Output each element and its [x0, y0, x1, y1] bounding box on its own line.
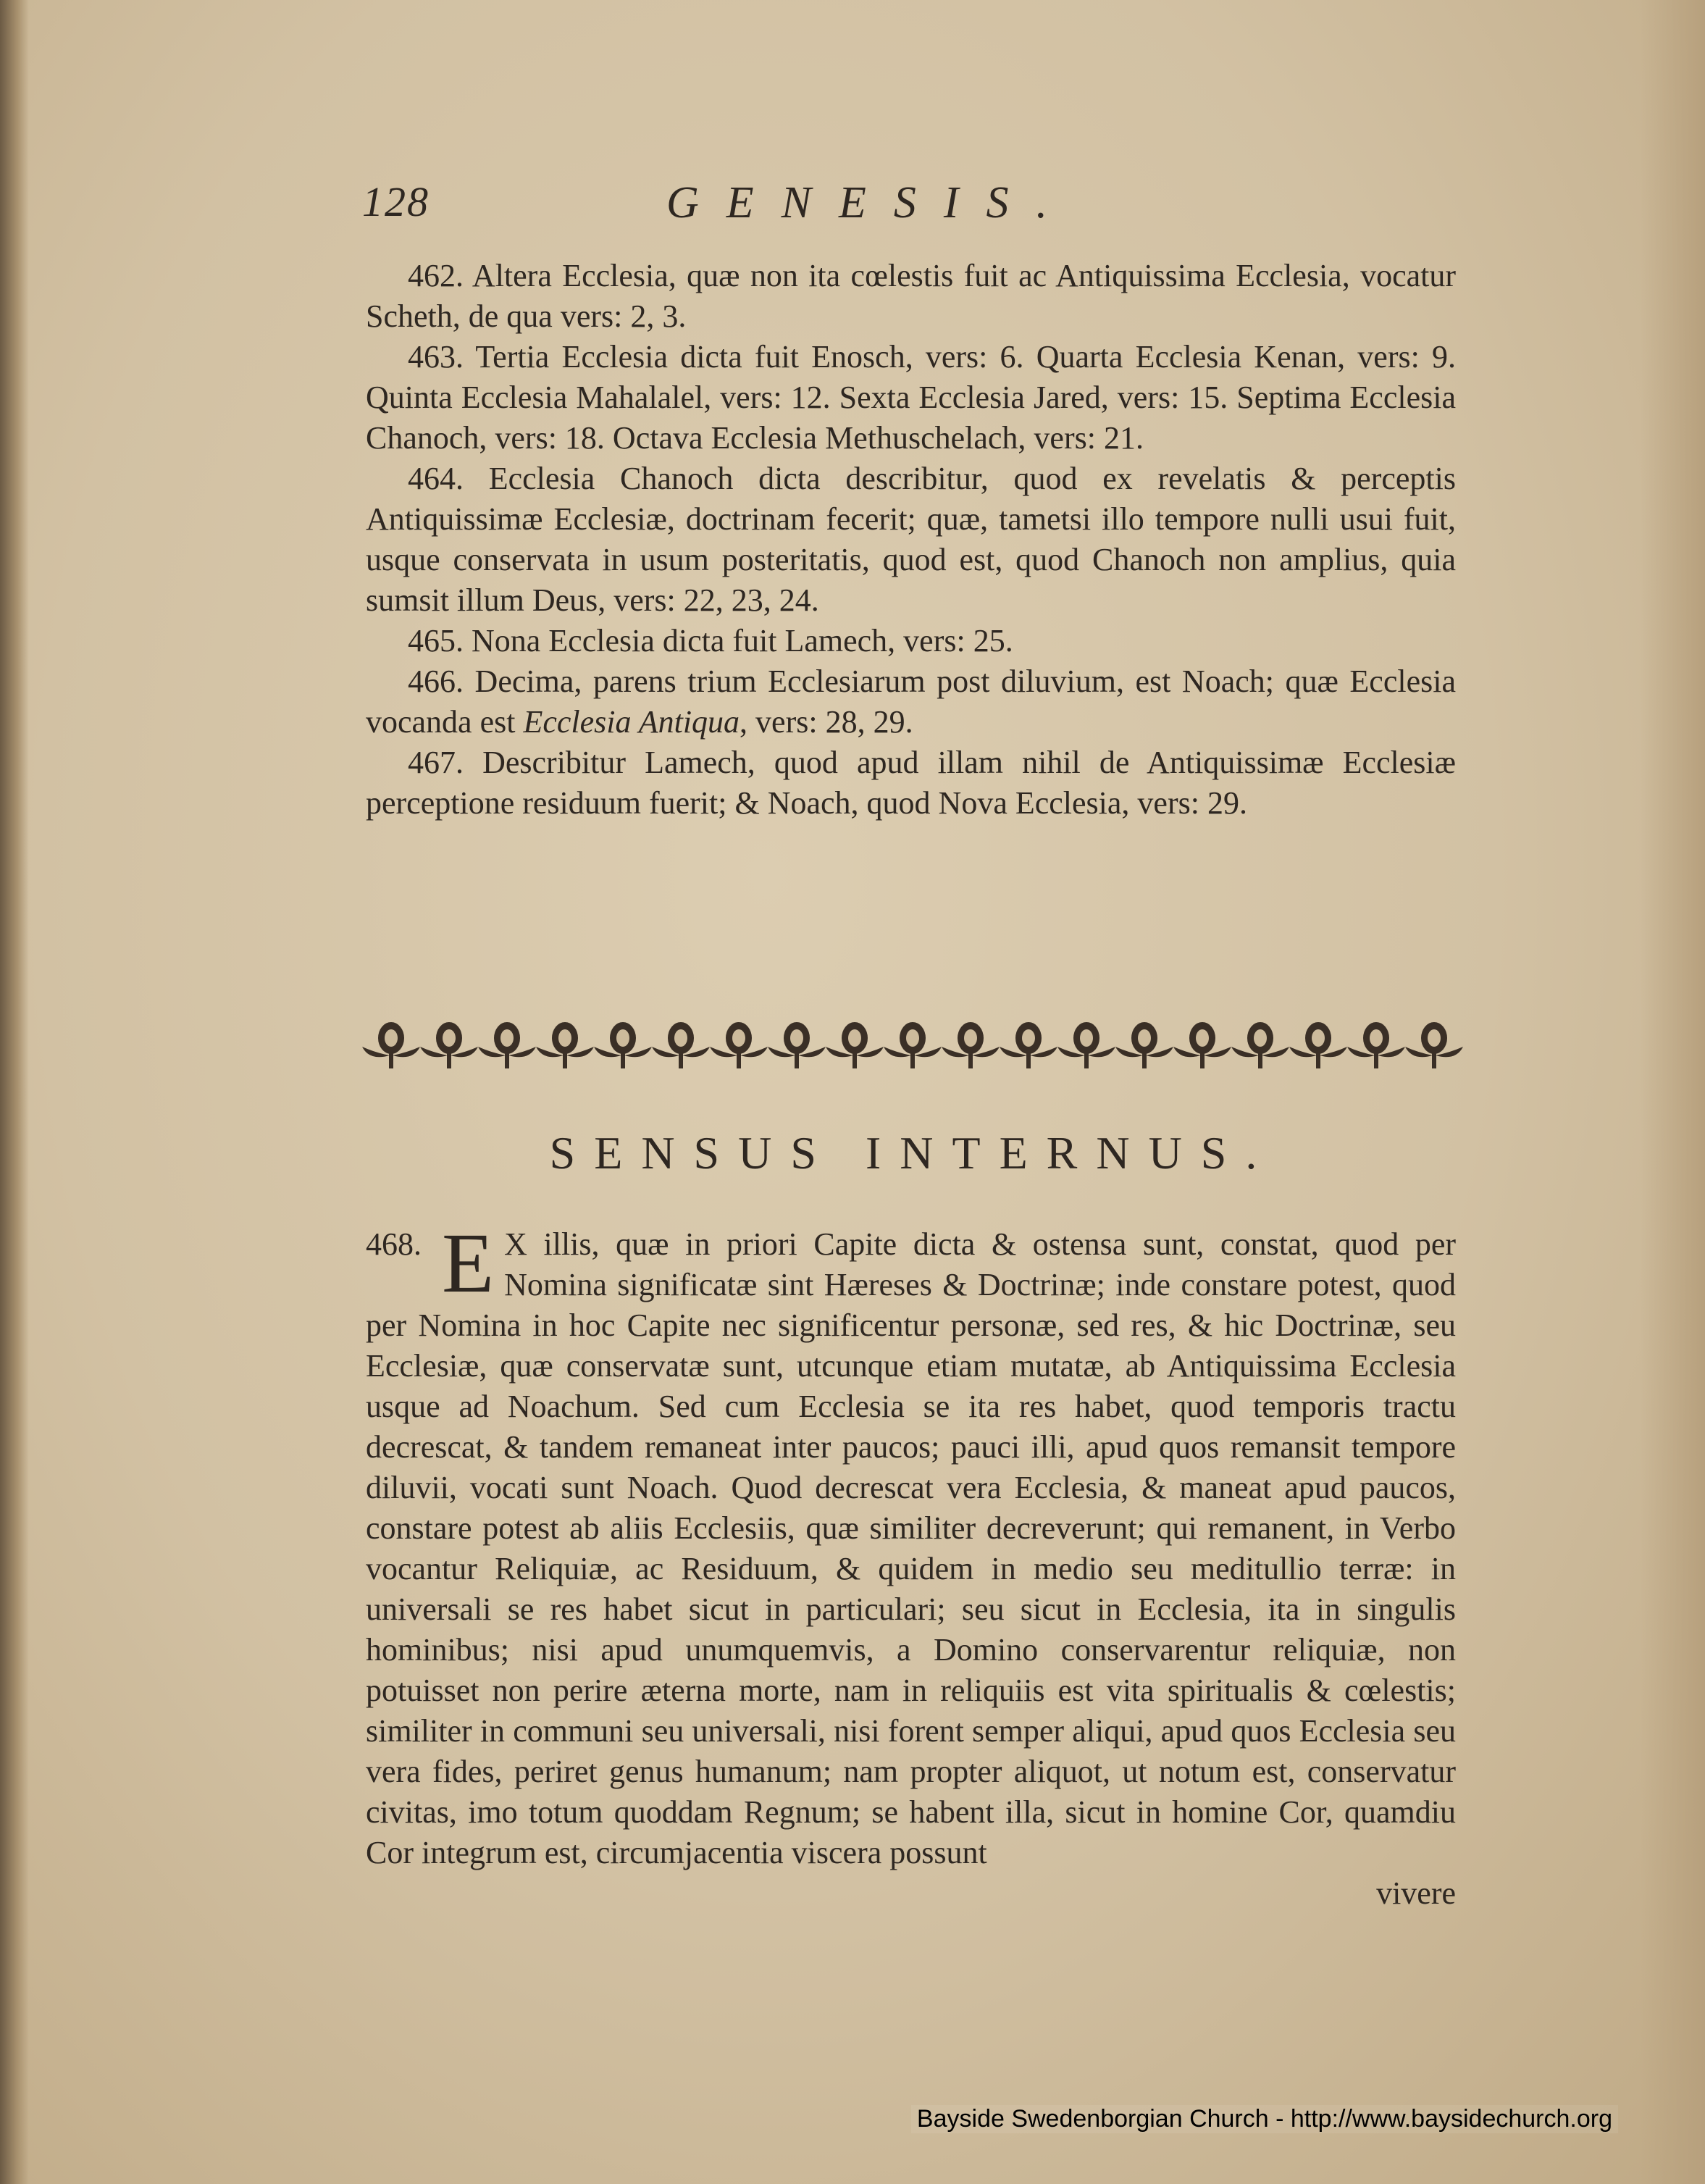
summary-paragraph: 465. Nona Ecclesia dicta fuit Lamech, vers: 25. — [408, 623, 1013, 658]
flower-ornament — [942, 1022, 1000, 1068]
flower-ornament — [1000, 1022, 1057, 1068]
flower-ornament — [1289, 1022, 1347, 1068]
flower-ornament — [420, 1022, 478, 1068]
flower-ornament — [1115, 1022, 1173, 1068]
summary-paragraph: 467. Describitur Lamech, quod apud illam nihil de Antiquissimæ Ecclesiæ perceptione residuum fuerit; & Noach, quod Nova Ecclesia, vers: 29. — [366, 745, 1456, 821]
flower-ornament — [768, 1022, 826, 1068]
paragraph-text: X illis, quæ in priori Capite dicta & ostensa sunt, constat, quod per Nomina significatæ sint Hæreses & Doctrinæ; inde constare potest, quod per Nomina in hoc Capite nec significentur personæ, sed res, & hic Doctrinæ, seu Ecclesiæ, quæ conservatæ sunt, utcunque etiam mutatæ, ab Antiquissima Ecclesia usque ad Noachum. Sed cum Ecclesia se ita res habet, quod temporis tractu decrescat, & tandem remaneat inter paucos; pauci illi, apud quos remansit tempore diluvii, vocati sunt Noach. Quod decrescat vera Ecclesia, & maneat apud paucos, constare potest ab aliis Ecclesiis, quæ similiter decreverunt; qui remanent, in Verbo vocantur Reliquiæ, ac Residuum, & quidem in medio seu meditullio terræ: in universali se res habet sicut in particulari; seu sicut in Ecclesia, ita in singulis hominibus; nisi apud unumquemvis, a Domino conservarentur reliquiæ, non potuisset non perire æterna morte, nam in reliquiis est vita spiritualis & cœlestis; similiter in communi seu universali, nisi forent semper aliqui, apud quos Ecclesia seu vera fides, periret genus humanum; nam propter aliquot, ut notum est, conservatur civitas, imo totum quoddam Regnum; se habent illa, sicut in homine Cor, quamdiu Cor integrum est, circumjacentia viscera possunt — [366, 1226, 1456, 1870]
flower-ornament — [826, 1022, 884, 1068]
italic-term: Ecclesia Antiqua — [523, 704, 740, 740]
paragraph-468 — [366, 1216, 1456, 1873]
flower-ornament — [1405, 1022, 1463, 1068]
summary-paragraph: 462. Altera Ecclesia, quæ non ita cœlestis fuit ac Antiquissima Ecclesia, vocatur Scheth, de qua vers: 2, 3. — [366, 258, 1456, 334]
flower-ornament — [652, 1022, 710, 1068]
paragraph-number: 468. — [366, 1226, 422, 1262]
summary-paragraph: 463. Tertia Ecclesia dicta fuit Enosch, vers: 6. Quarta Ecclesia Kenan, vers: 9. Quinta Ecclesia Mahalalel, vers: 12. Sexta Ecclesia Jared, vers: 15. Septima Ecclesia Chanoch, vers: 18. Octava Ecclesia Methuschelach, vers: 21. — [366, 339, 1456, 456]
text-run: , vers: 28, 29. — [740, 704, 913, 740]
flower-ornament — [1347, 1022, 1405, 1068]
summary-paragraph-466 — [366, 661, 1456, 742]
decorative-flower-border — [362, 1011, 1463, 1076]
page-edge-shadow — [1640, 0, 1705, 2184]
flower-ornament — [362, 1022, 420, 1068]
internal-sense-text — [366, 1216, 1456, 1914]
page-number: 128 — [362, 178, 430, 225]
flower-ornament — [594, 1022, 652, 1068]
page-gutter-shadow — [0, 0, 29, 2184]
flower-ornament — [536, 1022, 594, 1068]
flower-ornament — [478, 1022, 536, 1068]
catchword: vivere — [1376, 1875, 1456, 1911]
flower-ornament — [1231, 1022, 1289, 1068]
flower-ornament — [710, 1022, 768, 1068]
summary-paragraph: 464. Ecclesia Chanoch dicta describitur, quod ex revelatis & perceptis Antiquissimæ Ecclesiæ, doctrinam fecerit; quæ, tametsi illo tempore nulli usui fuit, usque conservata in usum posteritatis, quod est, quod Chanoch non amplius, quia sumsit illum Deus, vers: 22, 23, 24. — [366, 461, 1456, 618]
page-header — [362, 177, 1456, 235]
chapter-summary — [366, 256, 1456, 824]
drop-cap: E — [442, 1216, 495, 1310]
flower-ornament — [884, 1022, 942, 1068]
section-title: SENSUS INTERNUS. — [549, 1127, 1276, 1179]
flower-ornament — [1173, 1022, 1231, 1068]
running-title: GENESIS. — [666, 178, 1076, 227]
flower-ornament — [1057, 1022, 1115, 1068]
watermark: Bayside Swedenborgian Church - http://www.baysidechurch.org — [911, 2105, 1618, 2133]
text-run: 466. Decima, parens trium Ecclesiarum post diluvium, est Noach; quæ Ecclesia vocanda est — [366, 664, 1456, 740]
